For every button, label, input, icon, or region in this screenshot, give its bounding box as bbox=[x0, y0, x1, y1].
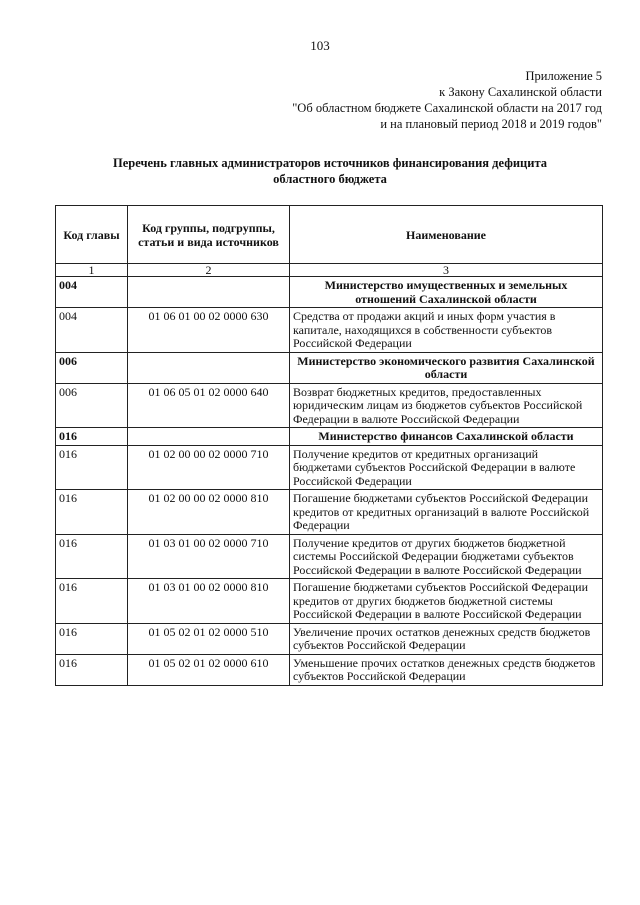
name-cell: Получение кредитов от кредитных организаций бюджетами субъектов Российской Федерации в валюте Российской Федерации bbox=[290, 445, 603, 490]
table-row bbox=[56, 490, 603, 535]
administrators-table-wrapper bbox=[55, 205, 603, 686]
header-name: Наименование bbox=[290, 206, 603, 264]
source-code-cell bbox=[128, 428, 290, 446]
source-code-cell: 01 02 00 00 02 0000 710 bbox=[128, 445, 290, 490]
chapter-code-cell: 016 bbox=[56, 579, 128, 624]
table-row bbox=[56, 579, 603, 624]
appendix-line-2: к Закону Сахалинской области bbox=[439, 85, 602, 99]
column-number: 2 bbox=[128, 264, 290, 277]
table-header-row bbox=[56, 206, 603, 264]
source-code-cell: 01 06 05 01 02 0000 640 bbox=[128, 383, 290, 428]
name-cell: Уменьшение прочих остатков денежных средств бюджетов субъектов Российской Федерации bbox=[290, 654, 603, 685]
title-line-2: областного бюджета bbox=[273, 172, 387, 186]
name-cell: Средства от продажи акций и иных форм участия в капитале, находящихся в собственности субъектов Российской Федерации bbox=[290, 308, 603, 353]
name-cell: Министерство имущественных и земельных отношений Сахалинской области bbox=[290, 277, 603, 308]
column-number: 3 bbox=[290, 264, 603, 277]
source-code-cell bbox=[128, 352, 290, 383]
table-row bbox=[56, 623, 603, 654]
title-line-1: Перечень главных администраторов источников финансирования дефицита bbox=[112, 156, 547, 170]
chapter-code-cell: 004 bbox=[56, 308, 128, 353]
table-row bbox=[56, 534, 603, 579]
administrators-table bbox=[55, 205, 603, 686]
name-cell: Министерство экономического развития Сахалинской области bbox=[290, 352, 603, 383]
source-code-cell: 01 06 01 00 02 0000 630 bbox=[128, 308, 290, 353]
appendix-line-1: Приложение 5 bbox=[525, 69, 602, 83]
column-number-row bbox=[56, 264, 603, 277]
page-number: 103 bbox=[310, 38, 330, 53]
name-cell: Возврат бюджетных кредитов, предоставленных юридическим лицам из бюджетов субъектов Российской Федерации в валюте Российской Федерации bbox=[290, 383, 603, 428]
chapter-code-cell: 004 bbox=[56, 277, 128, 308]
table-row bbox=[56, 308, 603, 353]
name-cell: Министерство финансов Сахалинской области bbox=[290, 428, 603, 446]
appendix-line-4: и на плановый период 2018 и 2019 годов" bbox=[380, 117, 602, 131]
table-row bbox=[56, 383, 603, 428]
chapter-code-cell: 006 bbox=[56, 352, 128, 383]
source-code-cell: 01 03 01 00 02 0000 810 bbox=[128, 579, 290, 624]
chapter-code-cell: 006 bbox=[56, 383, 128, 428]
header-source-code: Код группы, подгруппы, статьи и вида источников bbox=[128, 206, 290, 264]
name-cell: Погашение бюджетами субъектов Российской Федерации кредитов от других бюджетов бюджетной системы Российской Федерации в валюте Российской Федерации bbox=[290, 579, 603, 624]
source-code-cell: 01 03 01 00 02 0000 710 bbox=[128, 534, 290, 579]
name-cell: Получение кредитов от других бюджетов бюджетной системы Российской Федерации бюджетами субъектов Российской Федерации в валюте Российской Федерации bbox=[290, 534, 603, 579]
header-chapter-code: Код главы bbox=[56, 206, 128, 264]
section-row bbox=[56, 428, 603, 446]
appendix-line-3: "Об областном бюджете Сахалинской области на 2017 год bbox=[292, 101, 602, 115]
table-body bbox=[56, 264, 603, 686]
chapter-code-cell: 016 bbox=[56, 534, 128, 579]
appendix-note bbox=[292, 68, 602, 132]
source-code-cell bbox=[128, 277, 290, 308]
source-code-cell: 01 02 00 00 02 0000 810 bbox=[128, 490, 290, 535]
chapter-code-cell: 016 bbox=[56, 623, 128, 654]
name-cell: Увеличение прочих остатков денежных средств бюджетов субъектов Российской Федерации bbox=[290, 623, 603, 654]
chapter-code-cell: 016 bbox=[56, 654, 128, 685]
section-row bbox=[56, 277, 603, 308]
document-title bbox=[100, 155, 560, 187]
table-row bbox=[56, 654, 603, 685]
source-code-cell: 01 05 02 01 02 0000 610 bbox=[128, 654, 290, 685]
chapter-code-cell: 016 bbox=[56, 490, 128, 535]
chapter-code-cell: 016 bbox=[56, 428, 128, 446]
chapter-code-cell: 016 bbox=[56, 445, 128, 490]
section-row bbox=[56, 352, 603, 383]
table-row bbox=[56, 445, 603, 490]
source-code-cell: 01 05 02 01 02 0000 510 bbox=[128, 623, 290, 654]
column-number: 1 bbox=[56, 264, 128, 277]
name-cell: Погашение бюджетами субъектов Российской Федерации кредитов от кредитных организаций в валюте Российской Федерации bbox=[290, 490, 603, 535]
